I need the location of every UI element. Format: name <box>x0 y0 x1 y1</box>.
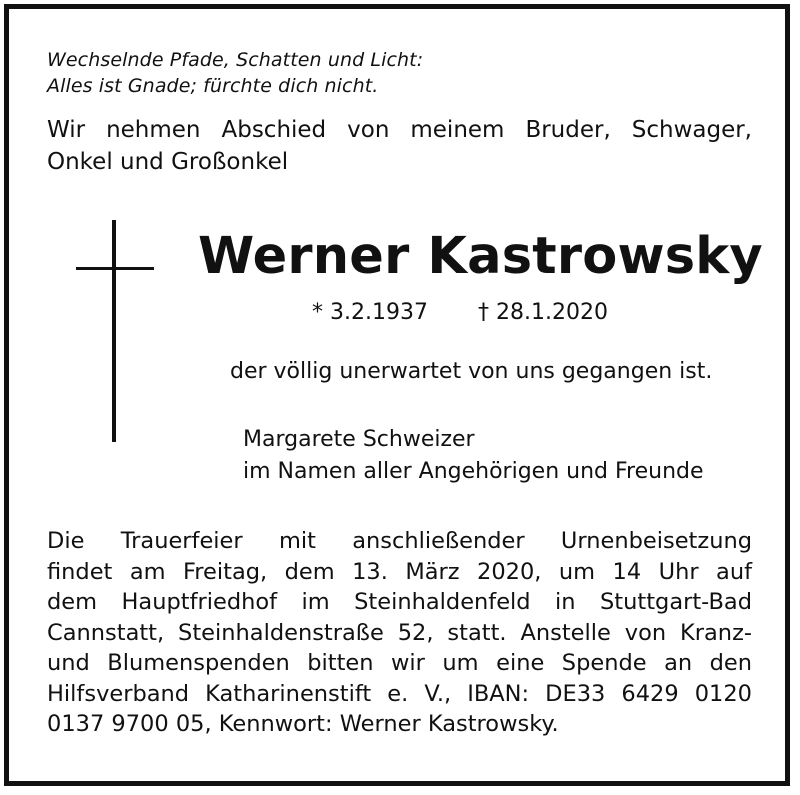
death-date: † 28.1.2020 <box>478 300 608 325</box>
motto-line-1: Wechselnde Pfade, Schatten und Licht: <box>47 49 424 71</box>
ceremony-line: Hilfsverband Katharinenstift e. V., IBAN: DE33 6429 0120 <box>47 680 752 707</box>
cross-vertical-bar <box>112 220 116 442</box>
deceased-name: Werner Kastrowsky <box>198 227 763 286</box>
signature-on-behalf: im Namen aller Angehörigen und Freunde <box>243 459 704 484</box>
intro-text <box>47 114 752 178</box>
motto-line-2: Alles ist Gnade; fürchte dich nicht. <box>47 75 379 97</box>
ceremony-text <box>47 526 752 740</box>
ceremony-line: findet am Freitag, dem 13. März 2020, um 14 Uhr auf <box>47 558 752 585</box>
intro-line-1: Wir nehmen Abschied von meinem Bruder, Schwager, <box>47 117 752 143</box>
ceremony-line: 0137 9700 05, Kennwort: Werner Kastrowsky. <box>47 711 559 737</box>
signature-name: Margarete Schweizer <box>243 427 475 452</box>
birth-date: * 3.2.1937 <box>312 300 428 325</box>
cross-horizontal-bar <box>76 267 154 270</box>
passed-text: der völlig unerwartet von uns gegangen ist. <box>230 359 713 384</box>
signature <box>243 424 704 488</box>
ceremony-line: und Blumenspenden bitten wir um eine Spende an den <box>47 650 752 676</box>
ceremony-line: dem Hauptfriedhof im Steinhaldenfeld in Stuttgart-Bad <box>47 589 752 615</box>
ceremony-line: Die Trauerfeier mit anschließender Urnenbeisetzung <box>47 528 752 554</box>
motto <box>47 47 423 99</box>
ceremony-line: Cannstatt, Steinhaldenstraße 52, statt. Anstelle von Kranz- <box>47 619 752 646</box>
intro-line-2: Onkel und Großonkel <box>47 149 289 175</box>
